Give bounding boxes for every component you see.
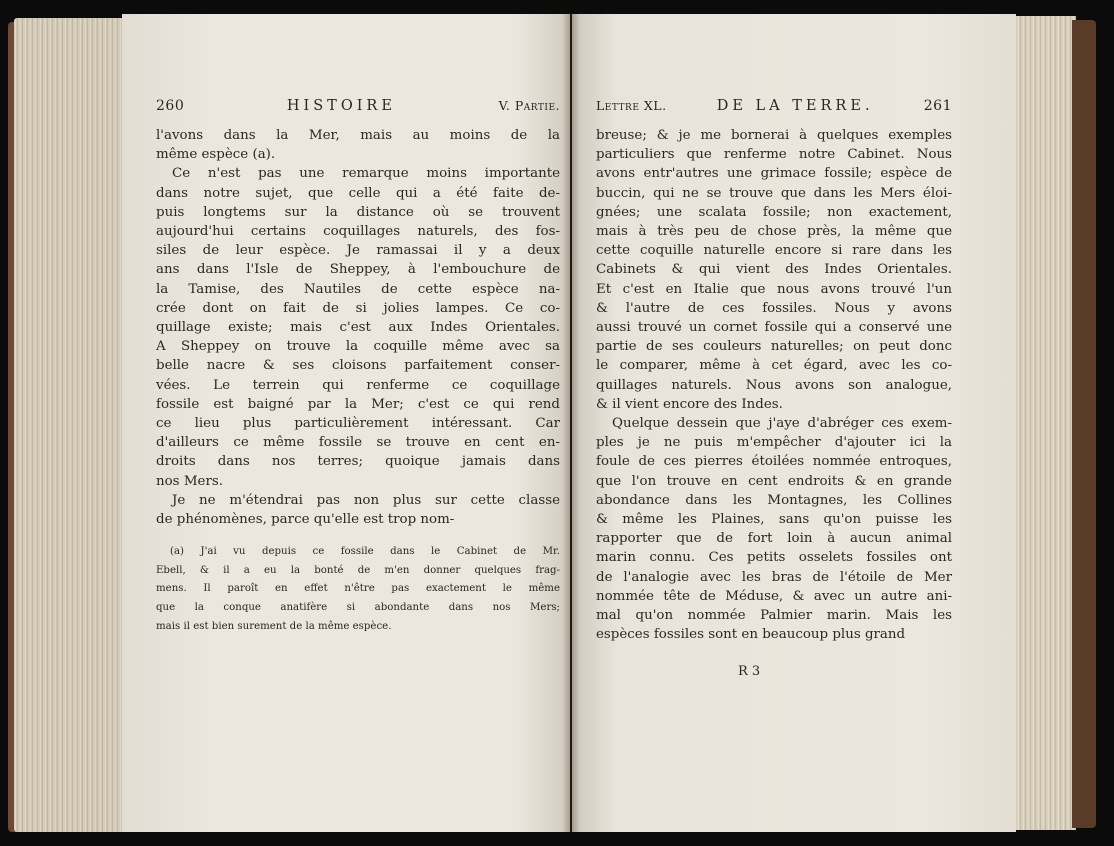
right-letter-label: Lettre XL. [596,98,667,113]
text-line: fossile est baigné par la Mer; c'est ce qui rend [156,396,560,412]
text-line: espèces fossiles sont en beaucoup plus grand [596,627,906,643]
left-part-label: V. Partie. [498,98,560,113]
text-line: vées. Le terrein qui renferme ce coquillage [156,377,560,393]
text-line: gnées; une scalata fossile; non exactement, [596,204,952,220]
right-running-head [596,96,952,126]
text-line: le comparer, même à cet égard, avec les co- [596,358,952,374]
left-running-head [156,96,560,126]
text-line: aujourd'hui certains coquillages naturels, des fos- [156,224,560,240]
right-page-text [596,96,952,644]
footnote-line: mais il est bien surement de la même espèce. [156,620,392,632]
text-line: partie de ses couleurs naturelles; on peut donc [596,339,952,355]
text-line: de l'analogie avec les bras de l'étoile de Mer [596,569,952,585]
footnote-line: Ebell, & il a eu la bonté de m'en donner quelques frag- [156,564,560,576]
text-line: marin connu. Ces petits osselets fossiles ont [596,550,952,566]
text-line: Quelque dessein que j'aye d'abréger ces exem- [612,416,952,432]
text-line: droits dans nos terres; quoique jamais dans [156,454,560,470]
text-line: ans dans l'Isle de Sheppey, à l'embouchure de [156,262,560,278]
footnote-line: (a) J'ai vu depuis ce fossile dans le Cabinet de Mr. [170,546,560,558]
text-line: quillage existe; mais c'est aux Indes Orientales. [156,320,560,336]
signature-mark: R 3 [738,664,761,679]
text-line: avons entr'autres une grimace fossile; espèce de [596,166,952,182]
text-line: puis longtems sur la distance où se trouvent [156,204,560,220]
left-page-text [156,96,560,636]
text-line: la Tamise, des Nautiles de cette espèce na- [156,281,560,297]
text-line: ce lieu plus particulièrement intéressant. Car [156,416,560,432]
text-line: même espèce (a). [156,147,276,163]
text-line: crée dont on fait de si jolies lampes. Ce co- [156,300,560,316]
text-line: de phénomènes, parce qu'elle est trop nom- [156,512,455,528]
text-line: abondance dans les Montagnes, les Collines [596,492,952,508]
text-line: d'ailleurs ce même fossile se trouve en cent en- [156,435,560,451]
text-line: breuse; & je me bornerai à quelques exemples [596,128,952,143]
book-gutter [562,14,580,832]
text-line: & l'autre de ces fossiles. Nous y avons [596,300,952,316]
left-running-title: HISTOIRE [286,98,396,114]
text-line: rapporter que de fort loin à aucun animal [596,531,952,547]
left-body-text [156,126,560,529]
text-line: mais à très peu de chose près, la même que [596,224,952,240]
text-line: que l'on trouve en cent endroits & en grande [596,473,952,489]
text-line: buccin, qui ne se trouve que dans les Mers éloi- [596,185,952,201]
text-line: quillages naturels. Nous avons son analogue, [596,377,952,393]
right-page-number: 261 [923,98,952,114]
text-line: & même les Plaines, sans qu'on puisse les [596,512,952,528]
book-cover-right [1072,20,1096,828]
text-line: foule de ces pierres étoilées nommée entroques, [596,454,952,470]
text-line: dans notre sujet, que celle qui a été faite de- [156,185,560,201]
left-page-number: 260 [156,98,185,114]
text-line: A Sheppey on trouve la coquille même avec sa [156,339,560,355]
text-line: l'avons dans la Mer, mais au moins de la [156,128,560,143]
footnote-line: que la conque anatifère si abondante dans nos Mers; [156,602,560,614]
text-line: & il vient encore des Indes. [596,396,783,412]
text-line: particuliers que renferme notre Cabinet. Nous [596,147,952,163]
text-line: Ce n'est pas une remarque moins importante [172,166,560,182]
right-body-text [596,126,952,644]
text-line: siles de leur espèce. Je ramassai il y a deux [156,243,560,259]
text-line: ples je ne puis m'empêcher d'ajouter ici la [596,435,952,451]
text-line: nos Mers. [156,473,223,489]
page-edges-right [1012,16,1076,830]
text-line: Et c'est en Italie que nous avons trouvé l'un [596,281,952,297]
text-line: Je ne m'étendrai pas non plus sur cette classe [172,492,560,508]
text-line: belle nacre & ses cloisons parfaitement conser- [156,358,560,374]
footnote-line: mens. Il paroît en effet n'être pas exactement le même [156,583,560,595]
page-edges-left [14,18,134,832]
right-running-title: DE LA TERRE. [716,98,874,114]
text-line: mal qu'on nommée Palmier marin. Mais les [596,608,952,624]
text-line: Cabinets & qui vient des Indes Orientales. [596,262,952,278]
text-line: cette coquille naturelle encore si rare dans les [596,243,952,259]
text-line: nommée tête de Méduse, & avec un autre ani- [596,588,952,604]
text-line: aussi trouvé un cornet fossile qui a conservé une [596,320,952,336]
left-footnote [156,543,560,636]
